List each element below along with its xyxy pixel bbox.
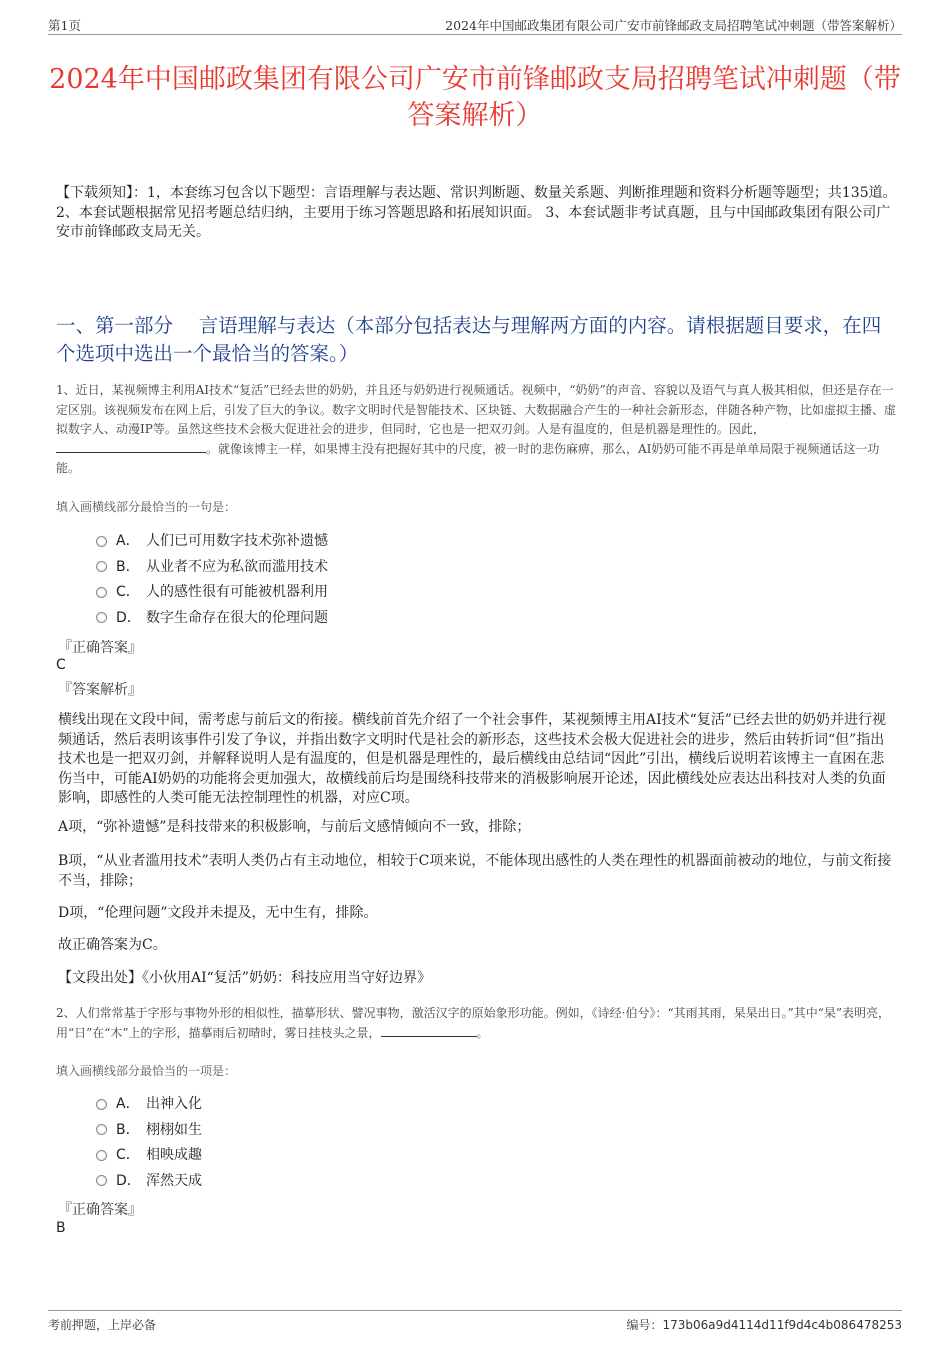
question-2-text-before: 2、人们常常基于字形与事物外形的相似性，描摹形状、譬况事物，激活汉字的原始象形功能。例如，《诗经·伯兮》：“其雨其雨，杲杲出日。”其中“杲”表明亮，用“日”在“木”上的字形，描摹雨后初晴时，雾日挂枝头之景， (56, 1006, 890, 1040)
download-notice: 【下载须知】：1，本套练习包含以下题型：言语理解与表达题、常识判断题、数量关系题、判断推理题和资料分析题等题型；共135道。 2、本套试题根据常见招考题总结归纳，主要用于练习答题思路和拓展知识面。 3、本套试题非考试真题，且与中国邮政集团有限公司广安市前锋邮政支局无关。 (56, 185, 897, 240)
section-heading: 一、第一部分 言语理解与表达（本部分包括表达与理解两方面的内容。请根据题目要求，在四个选项中选出一个最恰当的答案。） (56, 314, 882, 365)
document-title: 2024年中国邮政集团有限公司广安市前锋邮政支局招聘笔试冲刺题（带答案解析） (49, 64, 901, 132)
radio-icon[interactable] (96, 561, 107, 572)
option-a[interactable]: A． 出神入化 (96, 1093, 202, 1119)
option-a[interactable]: A． 人们已可用数字技术弥补遗憾 (96, 530, 328, 556)
page-number: 第1页 (48, 18, 81, 33)
document-code: 编号：173b06a9d4114d11f9d4c4b086478253 (626, 1318, 902, 1332)
correct-answer: C (56, 657, 66, 673)
question-1-text-before: 1、近日，某视频博主利用AI技术“复活”已经去世的奶奶，并且还与奶奶进行视频通话。视频中，“奶奶”的声音、容貌以及语气与真人极其相似，但还是存在一定区别。该视频发布在网上后，引发了巨大的争议。数字文明时代是智能技术、区块链、大数据融合产生的一种社会新形态，伴随各种产物，比如虚拟主播、虚拟数字人、动漫IP等。虽然这些技术会极大促进社会的进步，但同时，它也是一把双刃剑。人是有温度的，但是机器是理性的。因此， (56, 383, 897, 436)
option-d[interactable]: D． 数字生命存在很大的伦理问题 (96, 607, 328, 633)
correct-answer-label: 『正确答案』 (58, 640, 142, 656)
question-2-text (56, 1004, 902, 1043)
radio-icon[interactable] (96, 1124, 107, 1135)
analysis-option-b: B项，“从业者滥用技术”表明人类仍占有主动地位，相较于C项来说，不能体现出感性的人类在理性的机器面前被动的地位，与前文衔接不当，排除； (58, 853, 892, 889)
radio-icon[interactable] (96, 1150, 107, 1161)
radio-icon[interactable] (96, 587, 107, 598)
radio-icon[interactable] (96, 612, 107, 623)
answer-blank (56, 440, 206, 453)
answer-blank (381, 1024, 477, 1037)
option-d[interactable]: D． 浑然天成 (96, 1170, 202, 1196)
radio-icon[interactable] (96, 536, 107, 547)
text-source: 【文段出处】《小伙用AI“复活”奶奶：科技应用当守好边界》 (58, 970, 431, 986)
correct-answer: B (56, 1220, 66, 1236)
analysis-paragraph: 横线出现在文段中间，需考虑与前后文的衔接。横线前首先介绍了一个社会事件，某视频博主用AI技术“复活”已经去世的奶奶并进行视频通话，然后表明该事件引发了争议，并指出数字文明时代是社会的新形态，这些技术会极大促进社会的进步，然后由转折词“但”指出技术也是一把双刃剑，并解释说明人是有温度的，但是机器是理性的，最后横线由总结词“因此”引出，横线后说明若该博主一直困在悲伤当中，可能AI奶奶的功能将会更加强大，故横线前后均是围绕科技带来的消极影响展开论述，因此横线处应表达出科技对人类的负面影响，即感性的人类可能无法控制理性的机器，对应C项。 (58, 712, 886, 806)
analysis-label: 『答案解析』 (58, 682, 142, 698)
analysis-option-d: D项，“伦理问题”文段并未提及，无中生有，排除。 (58, 905, 378, 921)
option-b[interactable]: B． 栩栩如生 (96, 1119, 202, 1145)
correct-answer-label: 『正确答案』 (58, 1202, 142, 1218)
option-c[interactable]: C． 相映成趣 (96, 1144, 202, 1170)
question-1-text (56, 381, 902, 479)
question-1-text-after: 。就像该博主一样，如果博主没有把握好其中的尺度，被一时的悲伤麻痹，那么，AI奶奶可能不再是单单局限于视频通话这一功能。 (56, 441, 880, 475)
radio-icon[interactable] (96, 1099, 107, 1110)
running-title: 2024年中国邮政集团有限公司广安市前锋邮政支局招聘笔试冲刺题（带答案解析） (445, 18, 902, 33)
question-1-options (96, 530, 328, 632)
analysis-option-a: A项，“弥补遗憾”是科技带来的积极影响，与前后文感情倾向不一致，排除； (58, 819, 531, 835)
question-2-options (96, 1093, 202, 1195)
analysis-conclusion: 故正确答案为C。 (58, 937, 167, 953)
question-1-prompt: 填入画横线部分最恰当的一句是： (56, 500, 237, 514)
radio-icon[interactable] (96, 1175, 107, 1186)
page-footer (48, 1310, 902, 1332)
question-2-prompt: 填入画横线部分最恰当的一项是： (56, 1064, 237, 1078)
option-c[interactable]: C． 人的感性很有可能被机器利用 (96, 581, 328, 607)
page-header (48, 14, 902, 35)
footer-slogan: 考前押题，上岸必备 (48, 1318, 157, 1332)
option-b[interactable]: B． 从业者不应为私欲而滥用技术 (96, 556, 328, 582)
question-2-text-after: 。 (476, 1025, 489, 1040)
